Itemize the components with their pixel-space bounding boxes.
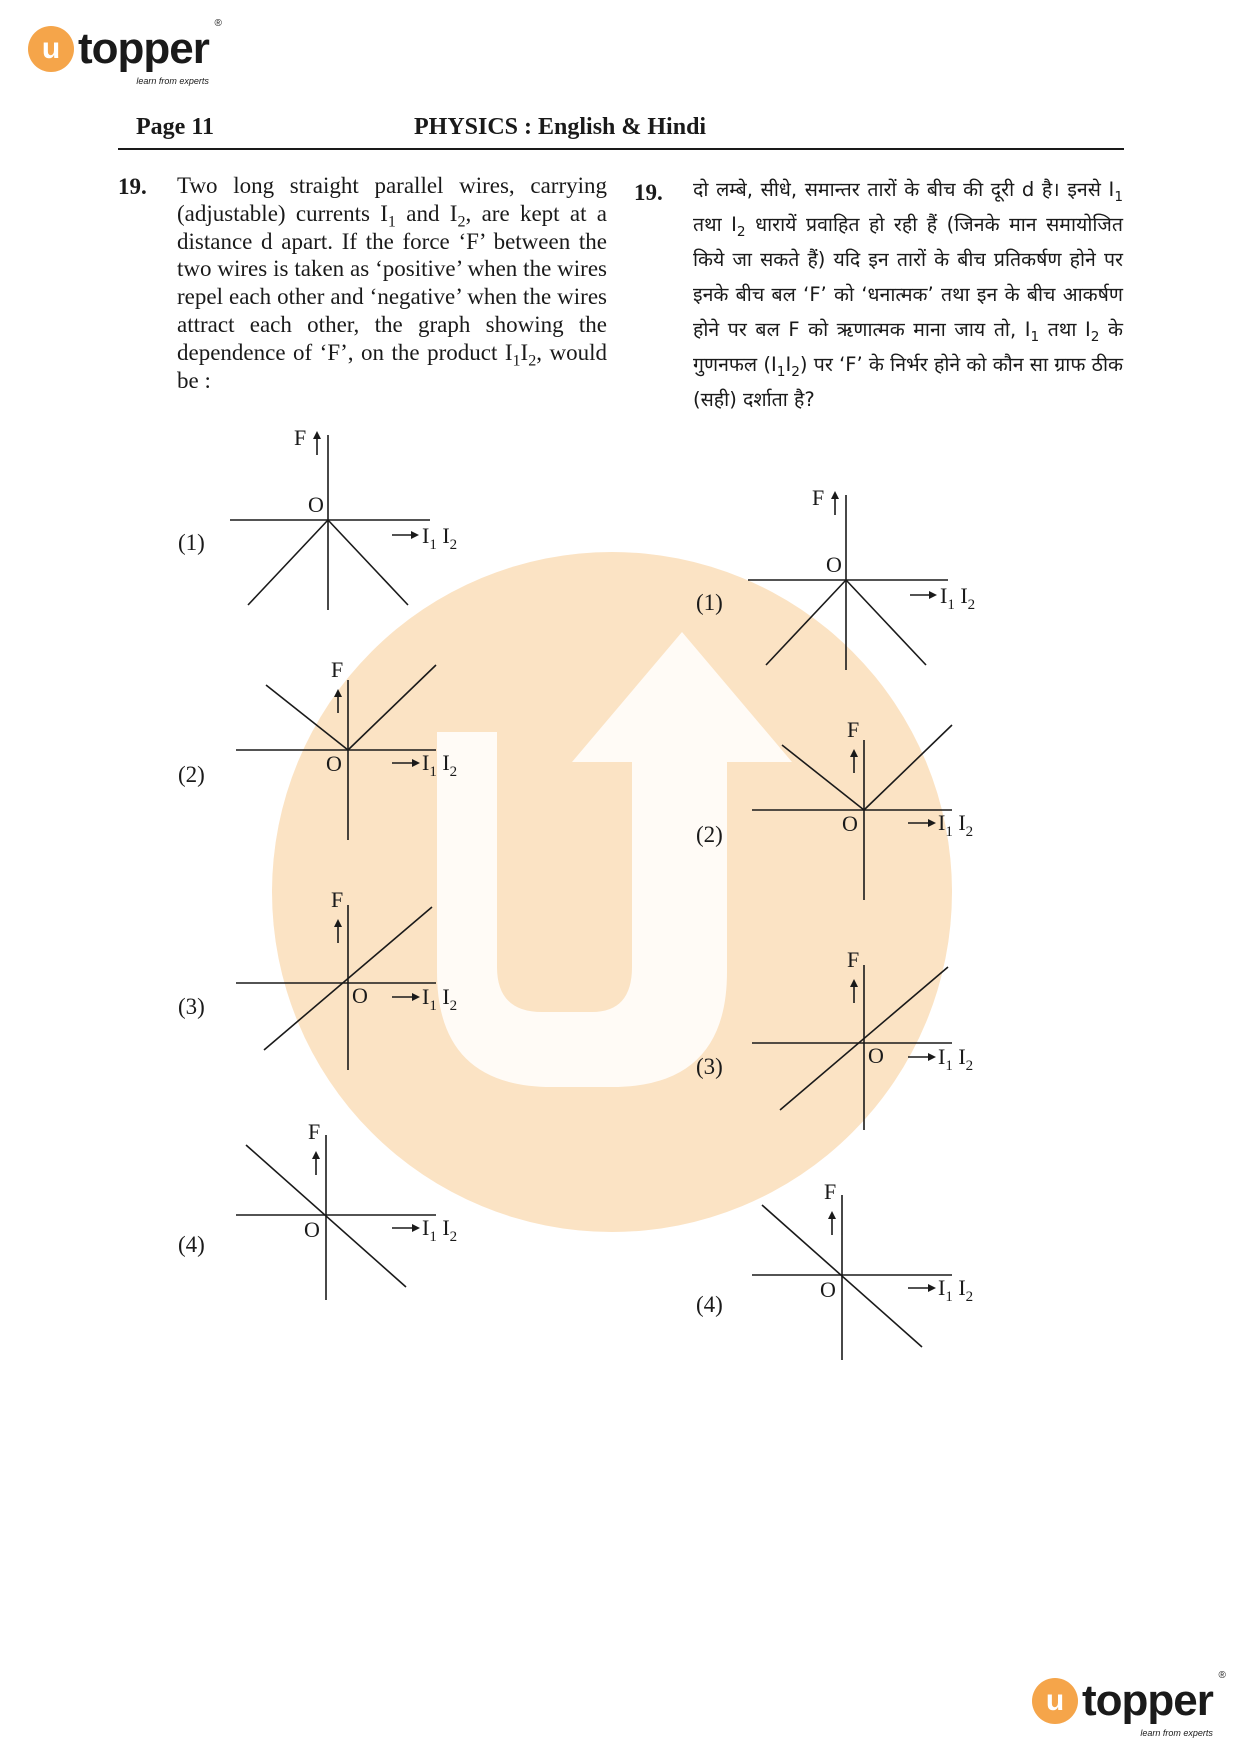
graph-en-1 bbox=[230, 425, 490, 615]
plot-line-right bbox=[328, 520, 408, 605]
origin-label: O bbox=[868, 1043, 884, 1068]
y-arrow-head-icon bbox=[312, 1151, 320, 1159]
logo-wordmark bbox=[1082, 1670, 1225, 1738]
graph-hi-3 bbox=[752, 945, 1012, 1140]
x-arrow-head-icon bbox=[928, 819, 936, 827]
origin-label: O bbox=[842, 811, 858, 836]
logo-registered: ® bbox=[1218, 1670, 1225, 1681]
origin-label: O bbox=[820, 1277, 836, 1302]
subject-title: PHYSICS : English & Hindi bbox=[414, 114, 707, 140]
question-text-en: Two long straight parallel wires, carrying (adjustable) currents $I_1$ and $I_2$, are kept at a distance d apart. If the force ‘F’ between the two wires is taken as ‘positive’ when the wires repel each other and ‘negative’ when the wires attract each other, the graph showing the dependence of ‘F’, on the product $I_1I_2$, would be : bbox=[177, 173, 608, 393]
logo-mark-icon: u bbox=[28, 26, 74, 72]
y-arrow-head-icon bbox=[334, 689, 342, 697]
y-arrow-head-icon bbox=[828, 1211, 836, 1219]
plot-line-left bbox=[248, 520, 328, 605]
x-arrow-head-icon bbox=[929, 591, 937, 599]
question-number-en: 19. bbox=[118, 174, 147, 199]
page-number: Page 11 bbox=[136, 114, 214, 140]
x-arrow-head-icon bbox=[412, 1224, 420, 1232]
option-label-hi-3: (3) bbox=[696, 1054, 723, 1079]
question-number-hi: 19. bbox=[634, 180, 663, 205]
logo-registered: ® bbox=[214, 18, 221, 29]
y-axis-label: F bbox=[331, 887, 344, 912]
y-axis-label: F bbox=[812, 485, 825, 510]
origin-label: O bbox=[826, 552, 842, 577]
origin-label: O bbox=[326, 751, 342, 776]
option-label-en-1: (1) bbox=[178, 530, 205, 555]
x-axis-label: $I_1$ $I_2$ bbox=[422, 984, 458, 1014]
option-label-en-4: (4) bbox=[178, 1232, 205, 1257]
y-axis-label: F bbox=[308, 1119, 321, 1144]
option-label-en-3: (3) bbox=[178, 994, 205, 1019]
x-axis-label: $I_1$ $I_2$ bbox=[422, 523, 458, 553]
origin-label: O bbox=[304, 1217, 320, 1242]
graph-en-2 bbox=[236, 655, 496, 850]
y-arrow-head-icon bbox=[831, 491, 839, 499]
y-arrow-head-icon bbox=[850, 979, 858, 987]
x-axis-label: $I_1$ $I_2$ bbox=[938, 810, 974, 840]
brand-logo bbox=[28, 18, 221, 86]
brand-logo-footer bbox=[1032, 1670, 1225, 1738]
x-arrow-head-icon bbox=[412, 759, 420, 767]
y-arrow-head-icon bbox=[334, 919, 342, 927]
logo-tagline: learn from experts bbox=[1140, 1728, 1213, 1738]
x-arrow-head-icon bbox=[411, 531, 419, 539]
x-arrow-head-icon bbox=[928, 1053, 936, 1061]
logo-name: topper bbox=[1082, 1676, 1213, 1725]
origin-label: O bbox=[352, 983, 368, 1008]
graph-hi-1 bbox=[748, 485, 1008, 675]
graph-en-4 bbox=[236, 1115, 496, 1310]
x-axis-label: $I_1$ $I_2$ bbox=[938, 1275, 974, 1305]
page-header bbox=[118, 110, 1124, 150]
x-arrow-head-icon bbox=[412, 993, 420, 1001]
x-axis-label: $I_1$ $I_2$ bbox=[938, 1044, 974, 1074]
y-axis-label: F bbox=[294, 425, 307, 450]
option-label-hi-1: (1) bbox=[696, 590, 723, 615]
y-axis-label: F bbox=[824, 1179, 837, 1204]
logo-mark-icon: u bbox=[1032, 1678, 1078, 1724]
origin-label: O bbox=[308, 492, 324, 517]
y-axis-label: F bbox=[331, 657, 344, 682]
x-arrow-head-icon bbox=[928, 1284, 936, 1292]
option-label-hi-2: (2) bbox=[696, 822, 723, 847]
logo-name: topper bbox=[78, 24, 209, 73]
y-arrow-head-icon bbox=[850, 749, 858, 757]
y-axis-label: F bbox=[847, 717, 860, 742]
y-axis-label: F bbox=[847, 947, 860, 972]
option-label-en-2: (2) bbox=[178, 762, 205, 787]
graph-hi-4 bbox=[752, 1175, 1012, 1370]
x-axis-label: $I_1$ $I_2$ bbox=[940, 583, 976, 613]
logo-wordmark bbox=[78, 18, 221, 86]
x-axis-label: $I_1$ $I_2$ bbox=[422, 1215, 458, 1245]
y-arrow-head-icon bbox=[313, 431, 321, 439]
x-axis-label: $I_1$ $I_2$ bbox=[422, 750, 458, 780]
graph-en-3 bbox=[236, 885, 496, 1080]
option-label-hi-4: (4) bbox=[696, 1292, 723, 1317]
graph-hi-2 bbox=[752, 715, 1012, 910]
logo-tagline: learn from experts bbox=[136, 76, 209, 86]
plot-line-right bbox=[348, 665, 436, 750]
question-text-hi: दो लम्बे, सीधे, समान्तर तारों के बीच की दूरी d है। इनसे $I_1$ तथा $I_2$ धारायें प्रवाहित हो रही हैं (जिनके मान समायोजित किये जा सकते हैं) यदि इन तारों के बीच प्रतिकर्षण होने पर इनके बीच बल ‘F’ को ‘धनात्मक’ तथा इन के बीच आकर्षण होने पर बल F को ऋणात्मक माना जाय तो, $I_1$ तथा $I_2$ के गुणनफल $(I_1I_2)$ पर ‘F’ के निर्भर होने को कौन सा ग्राफ ठीक (सही) दर्शाता है? bbox=[693, 178, 1123, 411]
